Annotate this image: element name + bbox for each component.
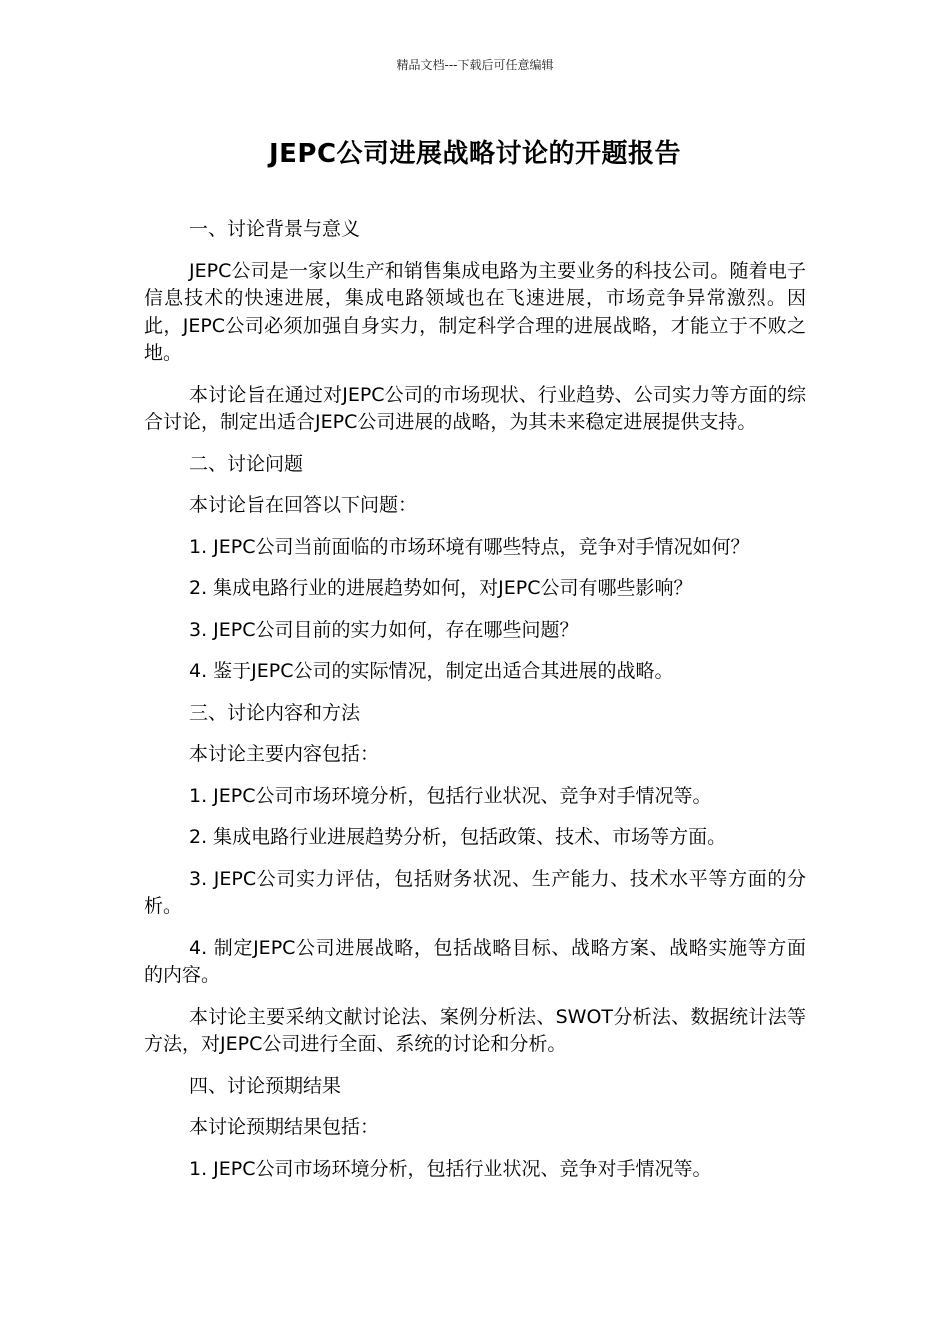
list-item: 4. 制定JEPC公司进展战略，包括战略目标、战略方案、战略实施等方面的内容。 — [144, 936, 806, 986]
list-item: 2. 集成电路行业进展趋势分析，包括政策、技术、市场等方面。 — [189, 826, 727, 848]
section-heading: 三、讨论内容和方法 — [189, 701, 361, 724]
list-item: 3. JEPC公司实力评估，包括财务状况、生产能力、技术水平等方面的分析。 — [144, 867, 806, 917]
paragraph: JEPC公司是一家以生产和销售集成电路为主要业务的科技公司。随着电子信息技术的快速进展，集成电路领域也在飞速进展，市场竞争异常激烈。因此，JEPC公司必须加强自身实力，制定科学合理的进展战略，才能立于不败之地。 — [144, 259, 806, 364]
list-item: 4. 鉴于JEPC公司的实际情况，制定出适合其进展的战略。 — [189, 660, 674, 682]
section-heading: 一、讨论背景与意义 — [189, 218, 361, 240]
paragraph: 本讨论预期结果包括： — [189, 1116, 380, 1138]
paragraph: 本讨论主要采纳文献讨论法、案例分析法、SWOT分析法、数据统计法等方法，对JEPC公司进行全面、系统的讨论和分析。 — [144, 1005, 806, 1055]
list-item: 1. JEPC公司市场环境分析，包括行业状况、竞争对手情况等。 — [189, 1157, 712, 1180]
section-heading: 四、讨论预期结果 — [189, 1074, 342, 1097]
document-body — [144, 216, 806, 1197]
paragraph: 本讨论主要内容包括： — [189, 743, 380, 765]
list-item: 2. 集成电路行业的进展趋势如何，对JEPC公司有哪些影响？ — [189, 577, 693, 599]
list-item: 3. JEPC公司目前的实力如何，存在哪些问题？ — [189, 618, 579, 641]
section-heading: 二、讨论问题 — [189, 452, 304, 475]
list-item: 1. JEPC公司当前面临的市场环境有哪些特点，竞争对手情况如何？ — [189, 535, 750, 558]
paragraph: 本讨论旨在通过对JEPC公司的市场现状、行业趋势、公司实力等方面的综合讨论，制定出适合JEPC公司进展的战略，为其未来稳定进展提供支持。 — [144, 383, 806, 433]
paragraph: 本讨论旨在回答以下问题： — [189, 494, 418, 516]
page-header: 精品文档---下载后可任意编辑 — [396, 58, 554, 72]
document-title: JEPC公司进展战略讨论的开题报告 — [268, 139, 682, 169]
list-item: 1. JEPC公司市场环境分析，包括行业状况、竞争对手情况等。 — [189, 784, 712, 807]
